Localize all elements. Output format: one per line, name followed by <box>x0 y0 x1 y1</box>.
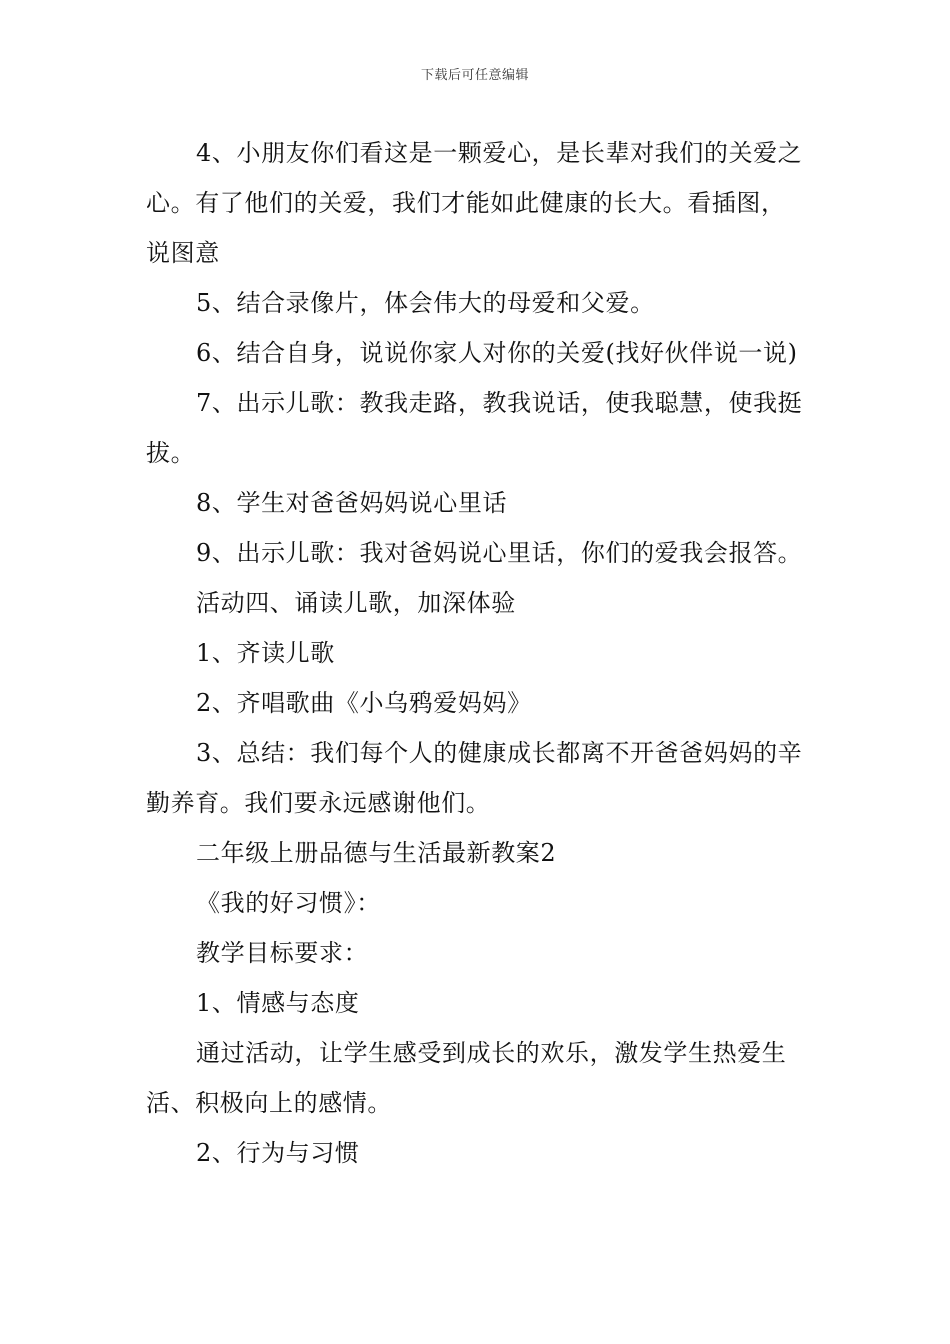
paragraph-item-6: 6、结合自身，说说你家人对你的关爱(找好伙伴说一说) <box>196 339 798 367</box>
paragraph-item-9: 9、出示儿歌：我对爸妈说心里话，你们的爱我会报答。 <box>196 539 803 567</box>
goals-heading: 教学目标要求： <box>196 939 369 967</box>
goal-emotion-text: 通过活动，让学生感受到成长的欢乐，激发学生热爱生活、积极向上的感情。 <box>146 1039 787 1117</box>
page-header-note: 下载后可任意编辑 <box>420 68 529 83</box>
paragraph-read-song: 1、齐读儿歌 <box>196 639 335 667</box>
document-body <box>146 128 810 1178</box>
goal-behavior-heading: 2、行为与习惯 <box>196 1139 360 1167</box>
paragraph-item-7: 7、出示儿歌：教我走路，教我说话，使我聪慧，使我挺拔。 <box>146 389 803 467</box>
paragraph-item-4: 4、小朋友你们看这是一颗爱心，是长辈对我们的关爱之心。有了他们的关爱，我们才能如此健康的长大。看插图，说图意 <box>146 139 803 267</box>
paragraph-summary: 3、总结：我们每个人的健康成长都离不开爸爸妈妈的辛勤养育。我们要永远感谢他们。 <box>146 739 803 817</box>
goal-emotion-heading: 1、情感与态度 <box>196 989 360 1017</box>
paragraph-item-8: 8、学生对爸爸妈妈说心里话 <box>196 489 508 517</box>
lesson-plan-title: 二年级上册品德与生活最新教案2 <box>196 839 557 867</box>
lesson-name: 《我的好习惯》： <box>196 889 381 917</box>
paragraph-sing-song: 2、齐唱歌曲《小乌鸦爱妈妈》 <box>196 689 532 717</box>
paragraph-item-5: 5、结合录像片，体会伟大的母爱和父爱。 <box>196 289 655 317</box>
activity-four-heading: 活动四、诵读儿歌，加深体验 <box>196 589 516 617</box>
